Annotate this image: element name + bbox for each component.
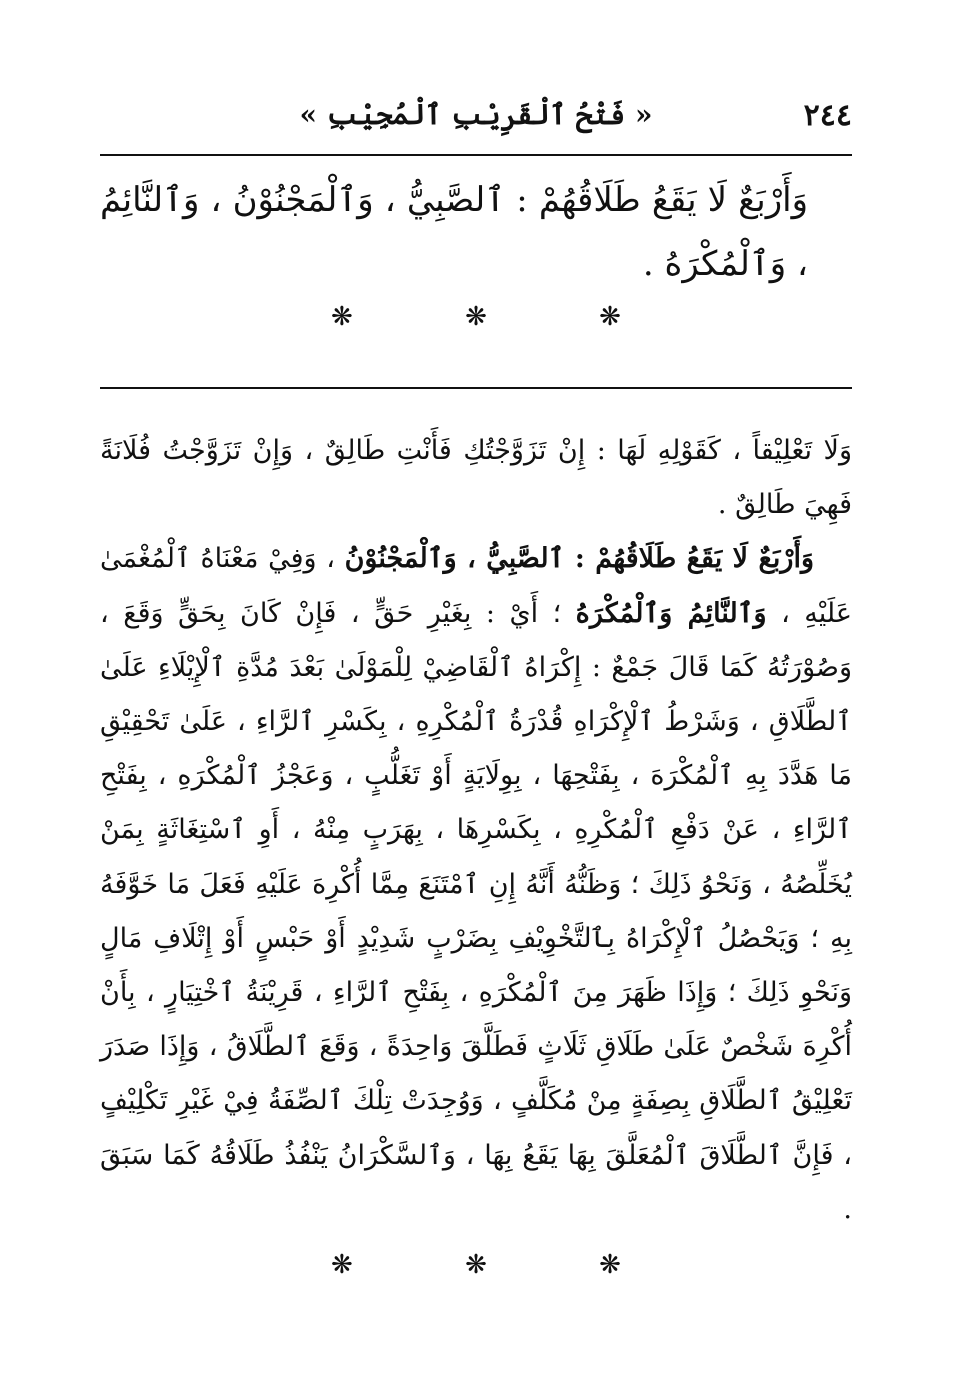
star-ornament-icon: ❋ [331, 302, 353, 332]
page-header [100, 98, 852, 142]
sharh-paragraph-1: وَلَا تَعْلِيْقاً ، كَقَوْلِهِ لَهَا : إِنْ تَزَوَّجْتُكِ فَأَنْتِ طَالِقٌ ، وَإِنْ تَزَوَّجْتُ فُلَانَةً فَهِيَ طَالِقٌ . [100, 435, 852, 521]
star-ornament-icon: ❋ [465, 1250, 487, 1280]
sharh-commentary [100, 424, 852, 1237]
sharh-paragraph-2 [100, 532, 852, 1237]
commentary-text: ؛ أَيْ : بِغَيْرِ حَقٍّ ، فَإِنْ كَانَ بِحَقٍّ وَقَعَ ، وَصُوْرَتُهُ كَمَا قَالَ جَمْعٌ : إِكْرَاهُ ٱلْقَاضِيْ لِلْمَوْلَىٰ بَعْدَ مُدَّةِ ٱلْإِيْلَاءِ عَلَىٰ ٱلطَّلَاقِ ، وَشَرْطُ ٱلْإِكْرَاهِ قُدْرَةُ ٱلْمُكْرِهِ ، بِكَسْرِ ٱلرَّاءِ ، عَلَىٰ تَحْقِيْقِ مَا هَدَّدَ بِهِ ٱلْمُكْرَهَ ، بِفَتْحِهَا ، بِوِلَايَةٍ أَوْ تَغَلُّبٍ ، وَعَجْزُ ٱلْمُكْرَهِ ، بِفَتْحِ ٱلرَّاءِ ، عَنْ دَفْعِ ٱلْمُكْرِهِ ، بِكَسْرِهَا ، بِهَرَبٍ مِنْهُ ، أَوِ ٱسْتِغَاثَةٍ بِمَنْ يُخَلِّصُهُ ، وَنَحْوُ ذَلِكَ ؛ وَظَنُّهُ أَنَّهُ إِنِ ٱمْتَنَعَ مِمَّا أُكْرِهَ عَلَيْهِ فَعَلَ مَا خَوَّفَهُ بِهِ ؛ وَيَحْصُلُ ٱلْإِكْرَاهُ بِٱلتَّخْوِيْفِ بِضَرْبٍ شَدِيْدٍ أَوْ حَبْسٍ أَوْ إِتْلَافِ مَالٍ وَنَحْوِ ذَلِكَ ؛ وَإِذَا ظَهَرَ مِنَ ٱلْمُكْرَهِ ، بِفَتْحِ ٱلرَّاءِ ، قَرِيْنَةُ ٱخْتِيَارٍ ، بِأَنْ أُكْرِهَ شَخْصٌ عَلَىٰ طَلَاقِ ثَلَاثٍ فَطَلَّقَ وَاحِدَةً ، وَقَعَ ٱلطَّلَاقُ ، وَإِذَا صَدَرَ تَعْلِيْقُ ٱلطَّلَاقِ بِصِفَةٍ مِنْ مُكَلَّفٍ ، وَوُجِدَتْ تِلْكَ ٱلصِّفَةُ فِيْ غَيْرِ تَكْلِيْفٍ ، فَإِنَّ ٱلطَّلَاقَ ٱلْمُعَلَّقَ بِهَا يَقَعُ بِهَا ، وَٱلسَّكْرَانُ يَنْفُذُ طَلَاقُهُ كَمَا سَبَقَ . [100, 597, 852, 1225]
matn-text: وَأَرْبَعٌ لَا يَقَعُ طَلَاقُهُمْ : ٱلصَّبِيُّ ، وَٱلْمَجْنُوْنُ ، وَٱلنَّائِمُ ، وَٱلْمُكْرَهُ . [100, 180, 808, 284]
star-ornament-icon: ❋ [331, 1250, 353, 1280]
star-ornament-icon: ❋ [599, 302, 621, 332]
quoted-matn: وَأَرْبَعٌ لَا يَقَعُ طَلَاقُهُمْ : ٱلصَّبِيُّ ، وَٱلْمَجْنُوْنُ [344, 543, 815, 575]
header-rule [100, 154, 852, 156]
running-title: « فَتْحُ ٱلْقَرِيْبِ ٱلْمُجِيْبِ » [299, 98, 653, 131]
star-ornament-icon: ❋ [465, 302, 487, 332]
star-ornament-icon: ❋ [599, 1250, 621, 1280]
matn-sharh-divider [100, 387, 852, 389]
section-separator [100, 1250, 852, 1280]
page-number: ٢٤٤ [803, 98, 852, 133]
quoted-matn: وَٱلنَّائِمُ وَٱلْمُكْرَهُ [575, 597, 767, 629]
section-separator [100, 302, 852, 332]
commentary-text: ، وَفِيْ مَعْنَاهُ ٱلْمُغْمَىٰ عَلَيْهِ ، [100, 543, 852, 629]
